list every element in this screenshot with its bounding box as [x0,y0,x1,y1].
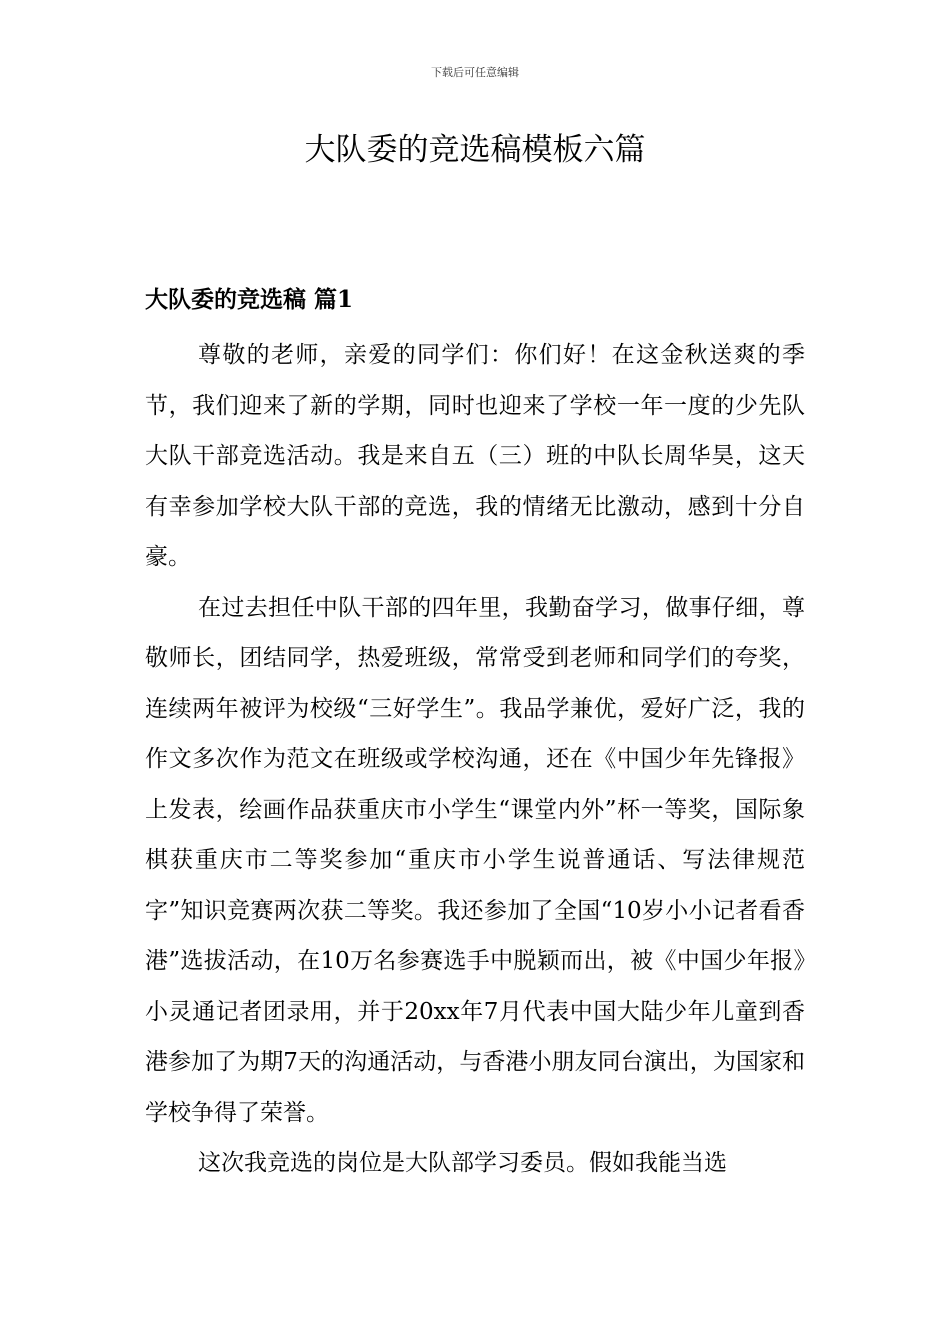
document-body [145,330,805,1189]
paragraph-2: 在过去担任中队干部的四年里，我勤奋学习，做事仔细，尊敬师长，团结同学，热爱班级，常常受到老师和同学们的夸奖，连续两年被评为校级“三好学生”。我品学兼优，爱好广泛，我的作文多次作为范文在班级或学校沟通，还在《中国少年先锋报》上发表，绘画作品获重庆市小学生“课堂内外”杯一等奖，国际象棋获重庆市二等奖参加“重庆市小学生说普通话、写法律规范字”知识竞赛两次获二等奖。我还参加了全国“10岁小小记者看香港”选拔活动，在10万名参赛选手中脱颖而出，被《中国少年报》小灵通记者团录用，并于20xx年7月代表中国大陆少年儿童到香港参加了为期7天的沟通活动，与香港小朋友同台演出，为国家和学校争得了荣誉。 [145,594,805,1126]
page-header-note: 下载后可任意编辑 [431,66,519,79]
paragraph-1: 尊敬的老师，亲爱的同学们：你们好！在这金秋送爽的季节，我们迎来了新的学期，同时也迎来了学校一年一度的少先队大队干部竞选活动。我是来自五（三）班的中队长周华昊，这天有幸参加学校大队干部的竞选，我的情绪无比激动，感到十分自豪。 [145,342,805,570]
section-heading: 大队委的竞选稿 篇1 [145,286,354,313]
document-title: 大队委的竞选稿模板六篇 [304,132,646,168]
paragraph-3: 这次我竞选的岗位是大队部学习委员。假如我能当选 [198,1150,727,1176]
